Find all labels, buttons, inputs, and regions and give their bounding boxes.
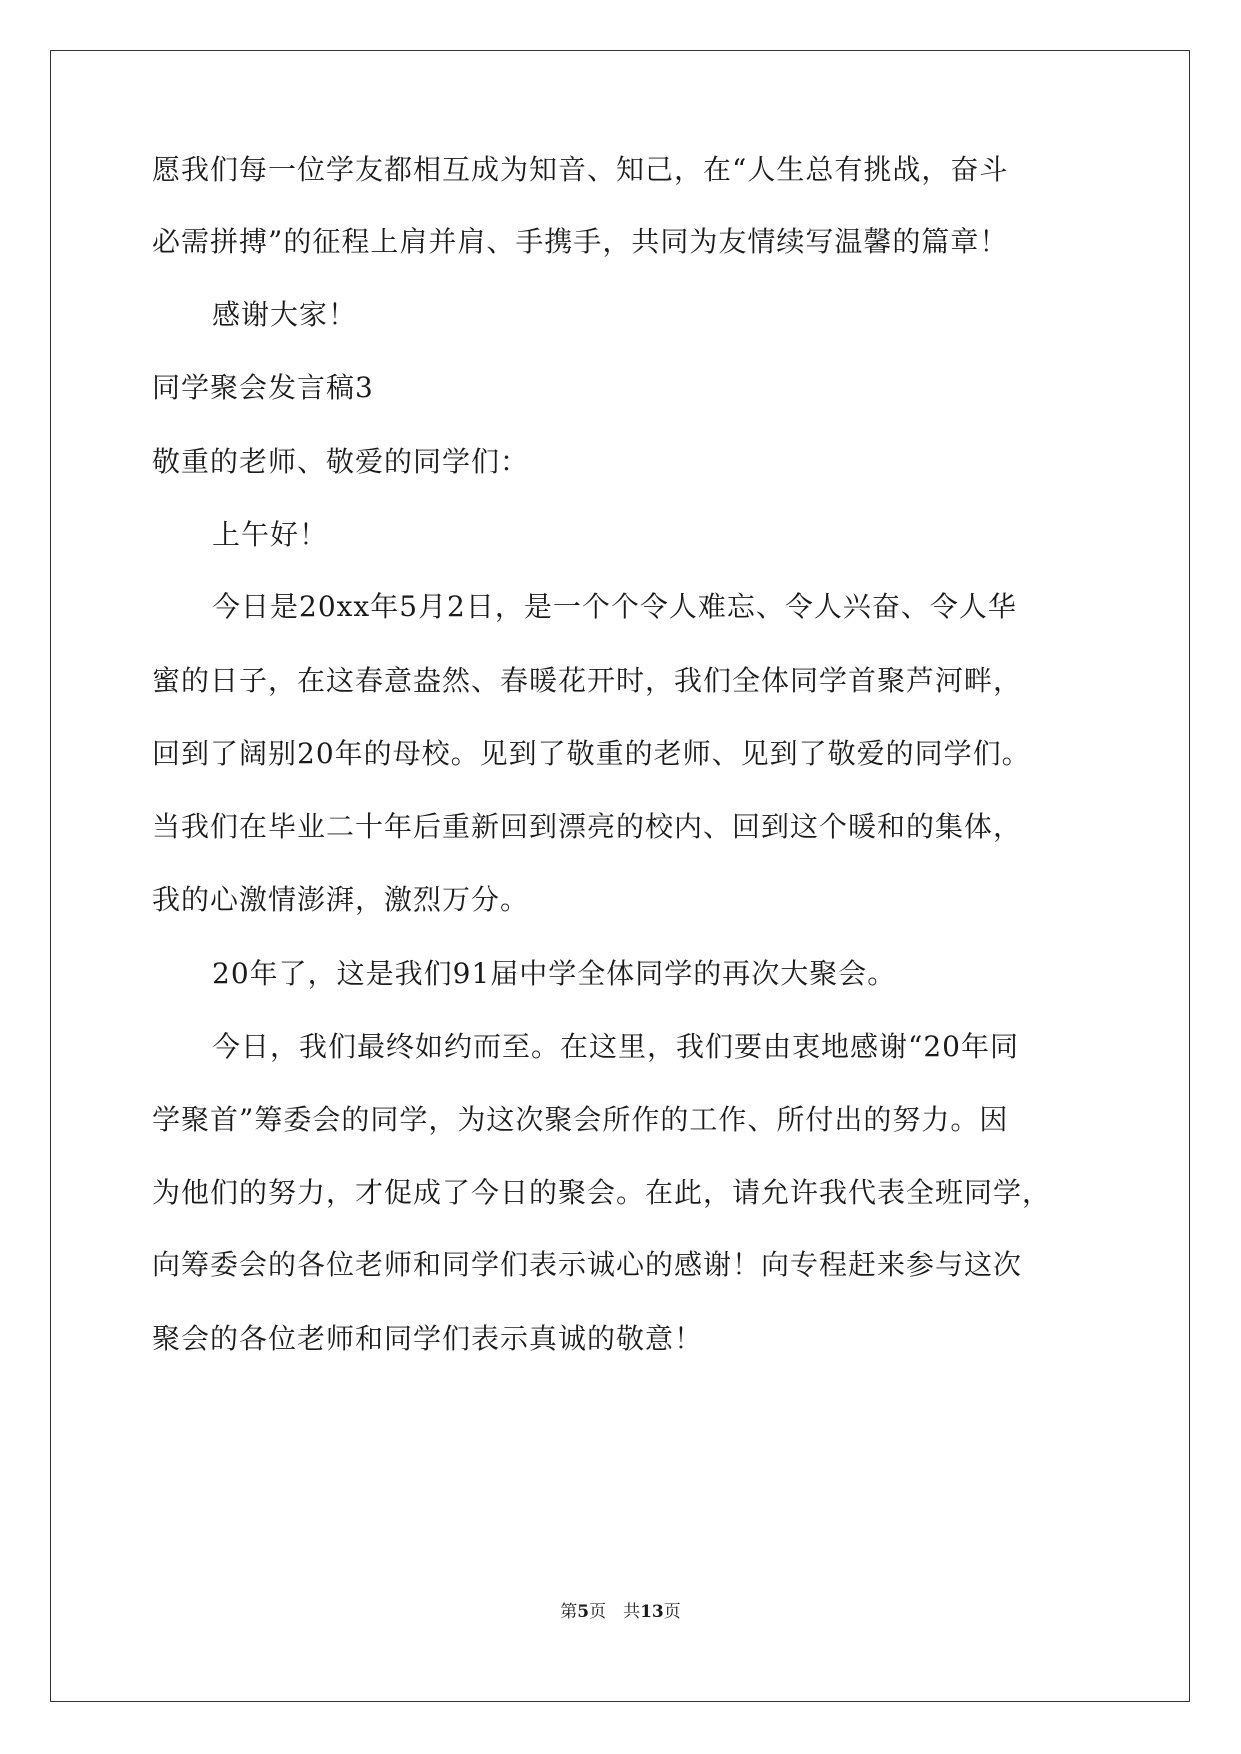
page-suffix: 页 xyxy=(663,1602,681,1622)
body-line-15: 为他们的努力，才促成了今日的聚会。在此，请允许我代表全班同学， xyxy=(152,1176,1052,1209)
page-mid: 页 共 xyxy=(589,1602,641,1622)
page-prefix: 第 xyxy=(560,1602,578,1622)
page-total: 13 xyxy=(640,1602,664,1622)
page-current: 5 xyxy=(577,1602,590,1622)
page-footer xyxy=(0,1601,1241,1623)
section-heading: 同学聚会发言稿3 xyxy=(152,371,374,404)
body-line-14: 学聚首”筹委会的同学，为这次聚会所作的工作、所付出的努力。因 xyxy=(152,1103,1009,1136)
body-line-2: 必需拼搏”的征程上肩并肩、手携手，共同为友情续写温馨的篇章！ xyxy=(152,225,1009,258)
closing-line: 感谢大家！ xyxy=(212,298,358,331)
body-line-1: 愿我们每一位学友都相互成为知音、知己，在“人生总有挑战，奋斗 xyxy=(152,153,1009,186)
body-line-10: 当我们在毕业二十年后重新回到漂亮的校内、回到这个暖和的集体， xyxy=(152,810,1023,843)
greeting: 上午好！ xyxy=(212,518,329,551)
body-line-7: 今日是20xx年5月2日，是一个个令人难忘、令人兴奋、令人华 xyxy=(212,590,1017,623)
body-line-11: 我的心激情澎湃，激烈万分。 xyxy=(152,883,530,916)
body-line-13: 今日，我们最终如约而至。在这里，我们要由衷地感谢“20年同 xyxy=(212,1030,1019,1063)
body-line-8: 蜜的日子，在这春意盎然、春暖花开时，我们全体同学首聚芦河畔， xyxy=(152,664,1023,697)
body-line-9: 回到了阔别20年的母校。见到了敬重的老师、见到了敬爱的同学们。 xyxy=(152,737,1031,770)
body-line-17: 聚会的各位老师和同学们表示真诚的敬意！ xyxy=(152,1322,704,1355)
body-line-16: 向筹委会的各位老师和同学们表示诚心的感谢！向专程赶来参与这次 xyxy=(152,1248,1023,1281)
body-line-12: 20年了，这是我们91届中学全体同学的再次大聚会。 xyxy=(212,957,897,990)
salutation: 敬重的老师、敬爱的同学们： xyxy=(152,445,530,478)
